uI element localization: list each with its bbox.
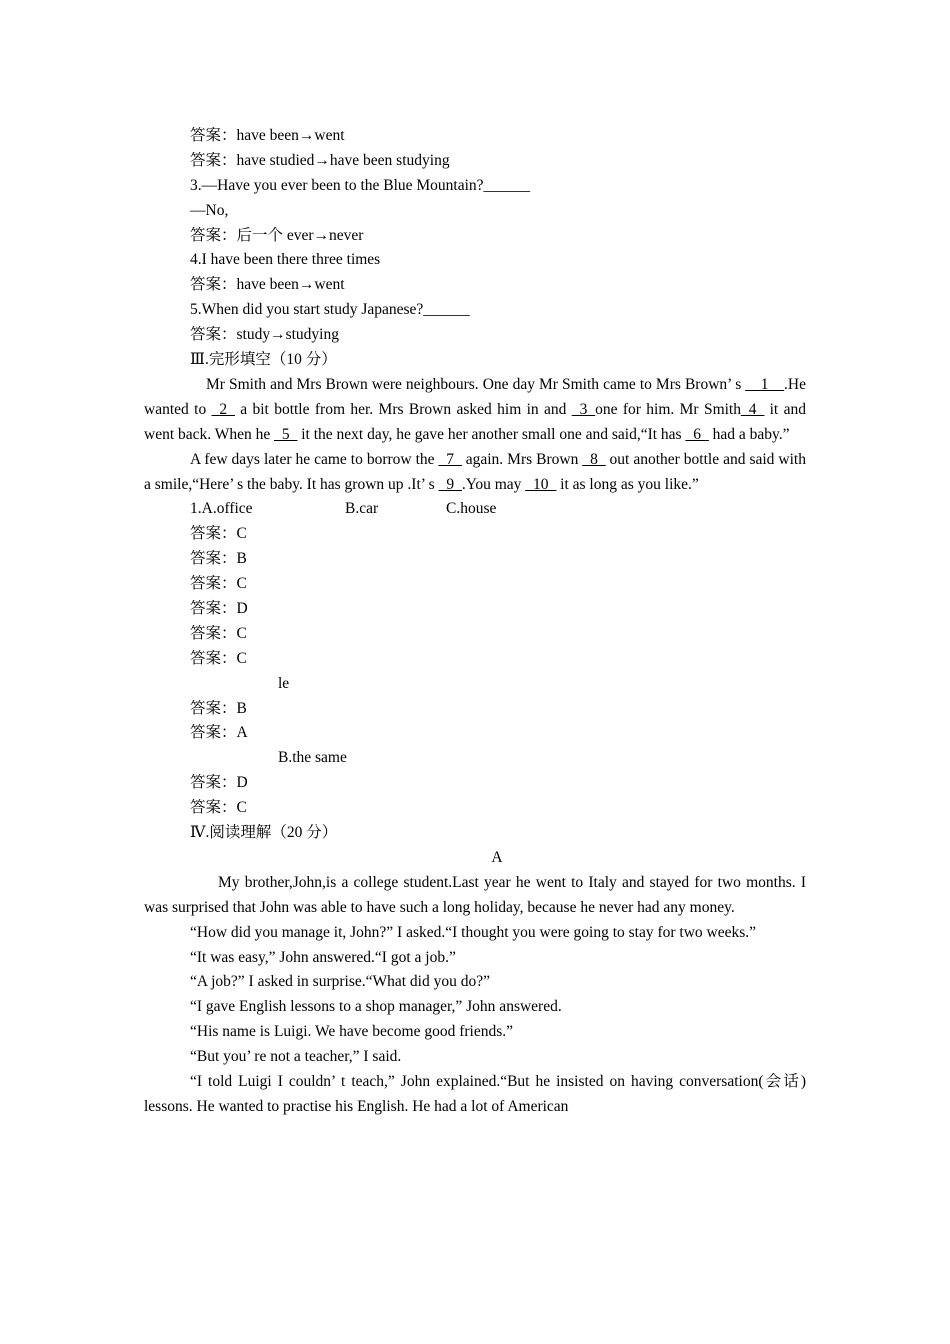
cloze-paragraph-1: Mr Smith and Mrs Brown were neighbours. One day Mr Smith came to Mrs Brown’ s __1__.He wanted to _2_ a bit bottle from her. Mrs Brown asked him in and _3_one for him. Mr Smith_4_ it and went back. When he _5_ it the next day, he gave her another small one and said,“It has _6_ had a baby.” [144,375,806,443]
answer-line: 答案：B [190,550,247,568]
blank-4: _4_ [740,400,765,418]
blank-3: _3_ [571,400,596,418]
section-heading: Ⅲ.完形填空（10 分） [190,351,337,369]
answer-line: 答案：have been→went [190,276,345,294]
cloze-paragraph-2: A few days later he came to borrow the _7_ again. Mrs Brown _8_ out another bottle and said with a smile,“Here’ s the baby. It has grown up .It’ s _9_.You may _10_ it as long as you like.” [144,450,806,493]
passage-paragraph: My brother,John,is a college student.Last year he went to Italy and stayed for two months. I was surprised that John was able to have such a long holiday, because he never had any money. [144,873,806,916]
option-c: C.house [446,500,497,518]
answer-line: 答案：study→studying [190,326,339,344]
question-1-options [144,497,806,522]
answer-line: 答案：C [190,525,247,543]
blank-2: _2_ [211,400,235,418]
blank-8: _8_ [582,450,606,468]
answer-line: 答案：have studied→have been studying [190,151,450,169]
option-a: 1.A.office [190,500,253,518]
blank-9: _9_ [438,475,462,493]
answer-line: 答案：B [190,699,247,717]
answer-line: 答案：have been→went [190,127,345,144]
option-fragment: B.the same [278,749,347,767]
passage-label: A [491,848,503,866]
answer-line: 答案：C [190,575,247,593]
passage-paragraph: “His name is Luigi. We have become good friends.” [190,1023,514,1041]
question-line: 3.—Have you ever been to the Blue Mountain?______ [190,176,531,194]
document-page [144,124,806,1120]
blank-1: __1__ [745,375,785,393]
blank-5: _5_ [274,425,298,443]
section-heading: Ⅳ.阅读理解（20 分） [190,824,338,842]
answer-line: 答案：A [190,724,248,742]
passage-paragraph: “I gave English lessons to a shop manager,” John answered. [190,998,562,1016]
answer-line: 答案：C [190,649,247,667]
blank-10: _10_ [525,475,557,493]
answer-line: 答案：C [190,624,247,642]
answer-line: 答案：C [190,799,247,817]
blank-6: _6_ [685,425,709,443]
passage-paragraph: “How did you manage it, John?” I asked.“I thought you were going to stay for two weeks.” [190,923,757,941]
question-line: 4.I have been there three times [190,251,381,269]
passage-paragraph: “But you’ re not a teacher,” I said. [190,1048,402,1066]
answer-line: 答案：后一个 ever→never [190,226,364,244]
passage-paragraph: “A job?” I asked in surprise.“What did you do?” [190,973,491,991]
answer-line: 答案：D [190,600,248,617]
blank-7: _7_ [438,450,462,468]
option-b: B.car [345,500,379,518]
question-line: —No, [190,201,229,219]
question-line: 5.When did you start study Japanese?______ [190,301,470,319]
passage-paragraph: “It was easy,” John answered.“I got a job.” [190,948,456,966]
option-fragment: le [278,674,290,692]
passage-paragraph: “I told Luigi I couldn’ t teach,” John explained.“But he insisted on having conversation(会话) lessons. He wanted to practise his English. He had a lot of American [144,1072,806,1115]
answer-line: 答案：D [190,774,248,792]
